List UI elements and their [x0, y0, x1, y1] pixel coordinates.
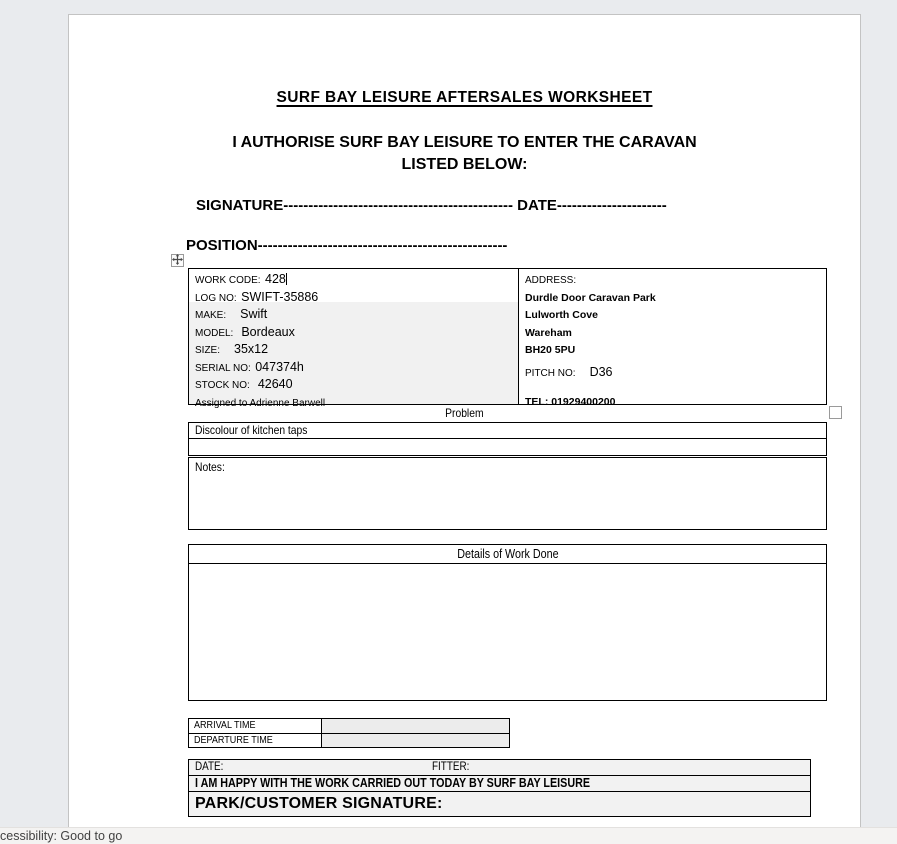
happy-statement-row: [189, 776, 810, 792]
log-no-label: LOG NO:: [195, 292, 237, 304]
document-page: [68, 14, 861, 827]
problem-section-heading: [69, 406, 860, 420]
authorisation-heading: [69, 132, 860, 176]
work-code-value[interactable]: 428: [265, 272, 286, 286]
arrival-time-label-cell: [189, 719, 322, 733]
date-fitter-row[interactable]: [189, 760, 810, 776]
notes-box[interactable]: [188, 457, 827, 530]
model-value[interactable]: Bordeaux: [241, 324, 295, 339]
address-line: Lulworth Cove: [525, 309, 598, 321]
work-code-label: WORK CODE:: [195, 275, 261, 286]
address-line: Wareham: [525, 326, 572, 339]
arrival-time-value-cell[interactable]: [322, 719, 509, 733]
model-label: MODEL:: [195, 327, 234, 339]
departure-time-label-cell: [189, 734, 322, 747]
status-bar: [0, 827, 897, 844]
address-cell[interactable]: [519, 269, 826, 408]
times-table: [188, 718, 510, 748]
signoff-table: [188, 759, 811, 817]
tel-line[interactable]: TEL: 01929400200: [525, 396, 616, 408]
address-line: BH20 5PU: [525, 344, 576, 356]
authorisation-line-1: I AUTHORISE SURF BAY LEISURE TO ENTER THE CARAVAN: [232, 134, 697, 151]
work-done-entry-area[interactable]: [189, 564, 826, 700]
table-move-handle[interactable]: [171, 254, 184, 267]
pitch-no-value[interactable]: D36: [589, 365, 613, 379]
departure-time-value-cell[interactable]: [322, 734, 509, 747]
assigned-note: Assigned to Adrienne Barwell: [195, 397, 326, 409]
size-label: SIZE:: [195, 345, 221, 356]
departure-time-label: DEPARTURE TIME: [194, 734, 273, 746]
log-no-value[interactable]: SWIFT-35886: [241, 289, 319, 304]
table-resize-square[interactable]: [829, 406, 842, 419]
pitch-no-label: PITCH NO:: [525, 368, 576, 379]
serial-no-label: SERIAL NO:: [195, 362, 251, 374]
customer-signature-row[interactable]: [189, 792, 810, 816]
stock-no-label: STOCK NO:: [195, 380, 250, 391]
problem-entry-text: Discolour of kitchen taps: [195, 423, 308, 437]
text-cursor: [286, 273, 287, 285]
address-line: Durdle Door Caravan Park: [525, 291, 656, 304]
size-value[interactable]: 35x12: [234, 342, 269, 356]
happy-statement-text: I AM HAPPY WITH THE WORK CARRIED OUT TODAY BY SURF BAY LEISURE: [195, 776, 591, 790]
customer-signature-label: PARK/CUSTOMER SIGNATURE:: [195, 795, 443, 812]
make-value[interactable]: Swift: [240, 307, 268, 321]
fitter-label: FITTER:: [432, 761, 470, 773]
unit-details-cell[interactable]: [189, 269, 519, 409]
work-done-table: [188, 544, 827, 701]
serial-no-value[interactable]: 047374h: [255, 359, 304, 374]
problem-table: [188, 422, 827, 456]
make-label: MAKE:: [195, 310, 227, 321]
departure-time-row: [189, 733, 509, 747]
position-line[interactable]: POSITION--------------------------------------------------: [186, 237, 508, 254]
worksheet-title: SURF BAY LEISURE AFTERSALES WORKSHEET: [276, 89, 653, 106]
caravan-details-table: [188, 268, 827, 409]
arrival-time-label: ARRIVAL TIME: [194, 719, 256, 731]
address-label: ADDRESS:: [525, 275, 577, 286]
problem-entry-row[interactable]: [189, 423, 826, 439]
authorisation-line-2: LISTED BELOW:: [401, 156, 528, 173]
accessibility-status[interactable]: cessibility: Good to go: [0, 829, 123, 843]
date-label: DATE:: [195, 761, 224, 773]
work-done-heading-text: Details of Work Done: [456, 547, 559, 561]
arrival-time-row: [189, 719, 509, 733]
work-done-header-row: [189, 545, 826, 564]
signature-date-line[interactable]: SIGNATURE---------------------------------------------- DATE----------------------: [196, 197, 667, 214]
problem-heading-text: Problem: [445, 406, 484, 420]
notes-label: Notes:: [195, 460, 225, 474]
four-way-move-arrow-icon: [172, 252, 183, 270]
stock-no-value[interactable]: 42640: [257, 377, 293, 391]
